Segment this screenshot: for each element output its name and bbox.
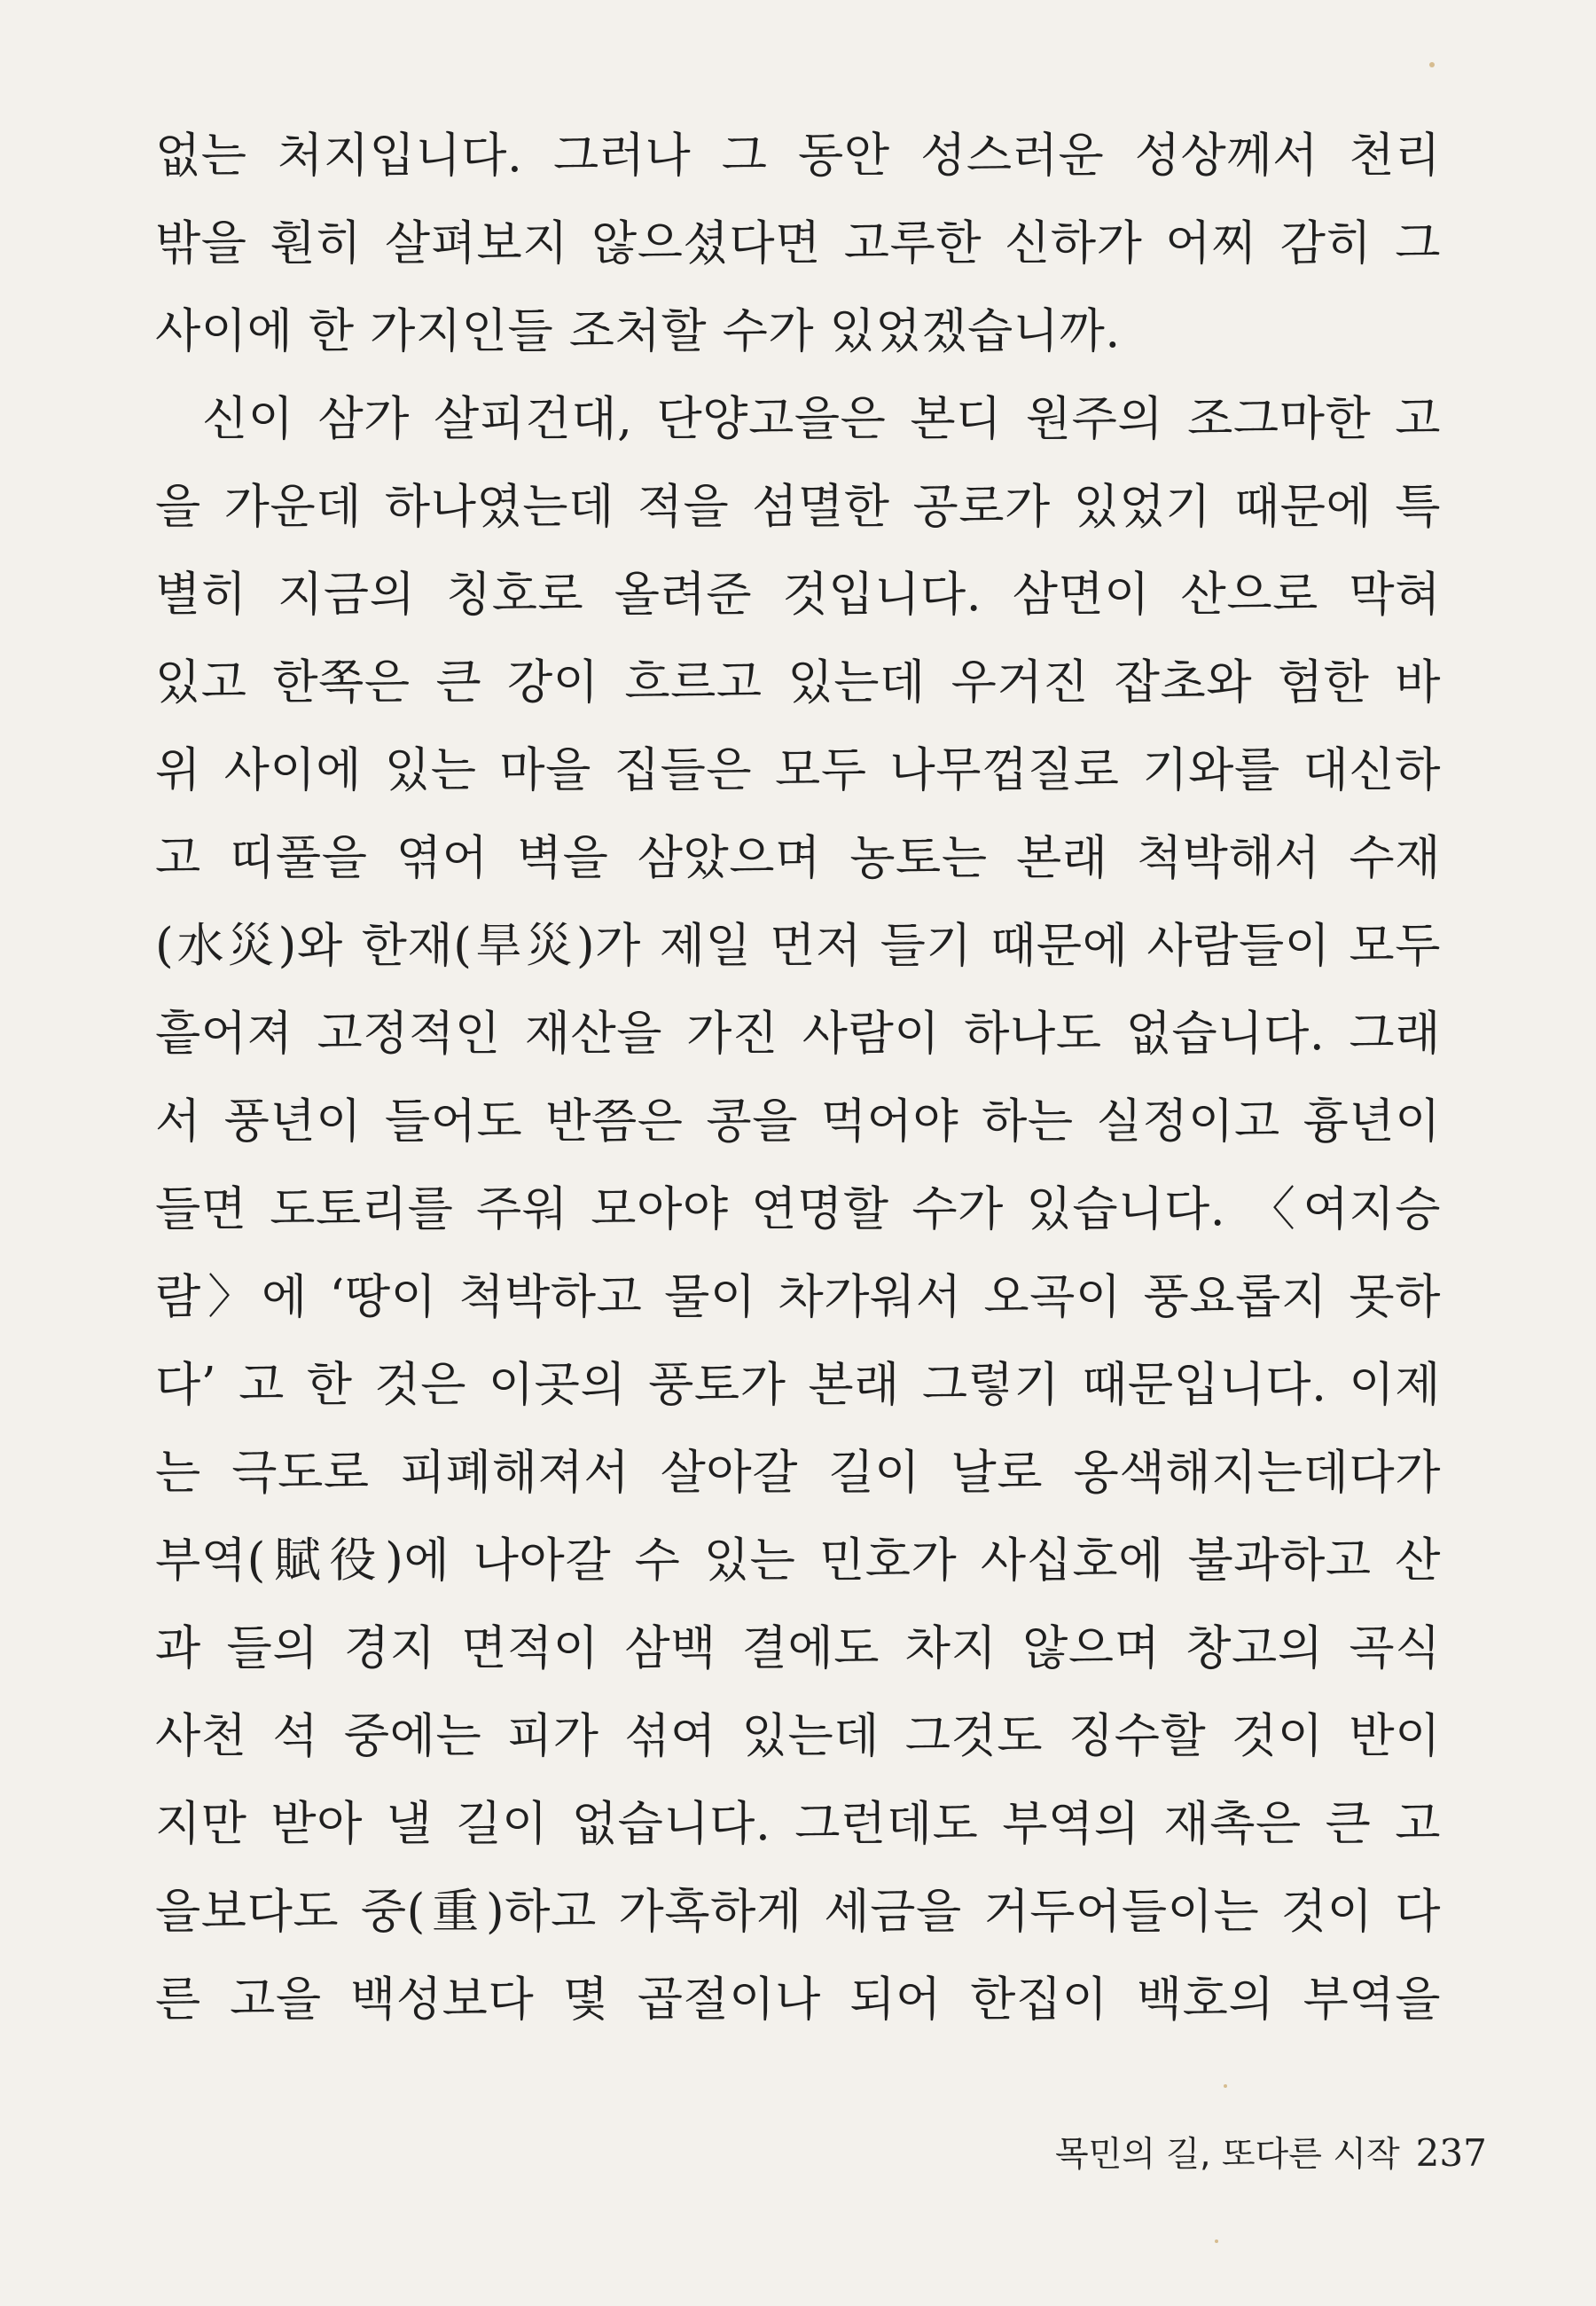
text-line: (水災)와 한재(旱災)가 제일 먼저 들기 때문에 사람들이 모두 <box>155 919 1441 973</box>
page-footer <box>1055 2127 1487 2177</box>
text-line: 다’ 고 한 것은 이곳의 풍토가 본래 그렇기 때문입니다. 이제 <box>155 1358 1441 1412</box>
text-line: 른 고을 백성보다 몇 곱절이나 되어 한집이 백호의 부역을 <box>155 1973 1441 2027</box>
text-line: 을보다도 중(重)하고 가혹하게 세금을 거두어들이는 것이 다 <box>155 1885 1441 1939</box>
text-line: 들면 도토리를 주워 모아야 연명할 수가 있습니다. 〈여지승 <box>155 1182 1441 1236</box>
paper-speck <box>1429 62 1435 67</box>
text-line: 흩어져 고정적인 재산을 가진 사람이 하나도 없습니다. 그래 <box>155 1007 1441 1061</box>
text-line: 사천 석 중에는 피가 섞여 있는데 그것도 징수할 것이 반이 <box>155 1709 1441 1763</box>
text-line: 있고 한쪽은 큰 강이 흐르고 있는데 우거진 잡초와 험한 바 <box>155 655 1441 710</box>
running-title: 목민의 길, 또다른 시작 <box>1055 2135 1400 2175</box>
text-line: 는 극도로 피폐해져서 살아갈 길이 날로 옹색해지는데다가 <box>155 1446 1441 1500</box>
paper-speck <box>1224 2084 1227 2088</box>
text-line: 서 풍년이 들어도 반쯤은 콩을 먹어야 하는 실정이고 흉년이 <box>155 1094 1441 1149</box>
paragraph-first-line: 신이 삼가 살피건대, 단양고을은 본디 원주의 조그마한 고 <box>202 392 1441 446</box>
text-line: 없는 처지입니다. 그러나 그 동안 성스러운 성상께서 천리 <box>155 129 1441 183</box>
text-line: 위 사이에 있는 마을 집들은 모두 나무껍질로 기와를 대신하 <box>155 743 1441 797</box>
text-line: 고 띠풀을 엮어 벽을 삼았으며 농토는 본래 척박해서 수재 <box>155 831 1441 885</box>
text-line: 별히 지금의 칭호로 올려준 것입니다. 삼면이 산으로 막혀 <box>155 568 1441 622</box>
text-line: 지만 받아 낼 길이 없습니다. 그런데도 부역의 재촉은 큰 고 <box>155 1797 1441 1851</box>
text-line: 부역(賦役)에 나아갈 수 있는 민호가 사십호에 불과하고 산 <box>155 1533 1441 1588</box>
body-text <box>155 112 1441 2043</box>
text-line: 밖을 훤히 살펴보지 않으셨다면 고루한 신하가 어찌 감히 그 <box>155 216 1441 271</box>
page-number: 237 <box>1415 2131 1487 2175</box>
paper-speck <box>1215 2239 1218 2243</box>
text-line: 과 들의 경지 면적이 삼백 결에도 차지 않으며 창고의 곡식 <box>155 1621 1441 1675</box>
text-line: 사이에 한 가지인들 조처할 수가 있었겠습니까. <box>155 304 1121 358</box>
text-line: 람〉에 ‘땅이 척박하고 물이 차가워서 오곡이 풍요롭지 못하 <box>155 1270 1441 1324</box>
text-line: 을 가운데 하나였는데 적을 섬멸한 공로가 있었기 때문에 특 <box>155 480 1441 534</box>
